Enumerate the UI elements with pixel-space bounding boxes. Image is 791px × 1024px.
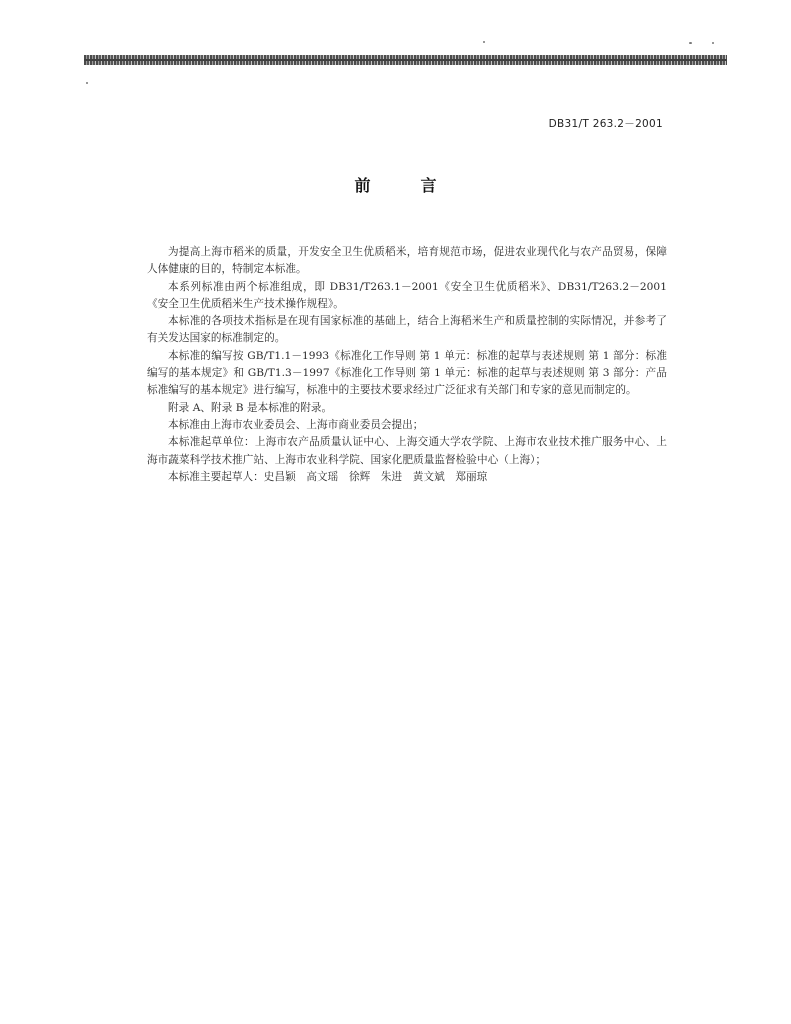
foreword-paragraph: 为提高上海市稻米的质量，开发安全卫生优质稻米，培育规范市场，促进农业现代化与农产品贸易，保障人体健康的目的，特制定本标准。 [147, 246, 667, 276]
foreword-paragraph: 本标准主要起草人：史昌颖 高文瑶 徐辉 朱进 黄文斌 郑丽琼 [168, 470, 488, 483]
foreword-paragraph: 本系列标准由两个标准组成，即 DB31/T263.1－2001《安全卫生优质稻米》、DB31/T263.2－2001《安全卫生优质稻米生产技术操作规程》。 [147, 280, 667, 310]
foreword-paragraph: 本标准的编写按 GB/T1.1－1993《标准化工作导则 第 1 单元：标准的起草与表述规则 第 1 部分：标准编写的基本规定》和 GB/T1.3－1997《标准化工作导则 第 1 单元：标准的起草与表述规则 第 3 部分：产品标准编写的基本规定》进行编写，标准中的主要技术要求经过广泛征求有关部门和专家的意见而制定的。 [147, 349, 667, 397]
scan-speck [483, 41, 485, 43]
foreword-paragraph: 本标准的各项技术指标是在现有国家标准的基础上，结合上海稻米生产和质量控制的实际情况，并参考了有关发达国家的标准制定的。 [147, 315, 667, 345]
foreword-paragraph: 本标准起草单位：上海市农产品质量认证中心、上海交通大学农学院、上海市农业技术推广服务中心、上海市蔬菜科学技术推广站、上海市农业科学院、国家化肥质量监督检验中心（上海）； [147, 436, 667, 466]
scan-speck [712, 42, 714, 44]
scan-speck [689, 42, 692, 44]
page-title: 前言 [354, 176, 487, 195]
header-rule [84, 55, 727, 65]
foreword-body [147, 244, 667, 486]
scan-speck [86, 82, 88, 84]
foreword-paragraph: 本标准由上海市农业委员会、上海市商业委员会提出； [168, 418, 424, 431]
foreword-paragraph: 附录 A、附录 B 是本标准的附录。 [168, 401, 333, 414]
standard-number: DB31/T 263.2－2001 [548, 118, 663, 130]
